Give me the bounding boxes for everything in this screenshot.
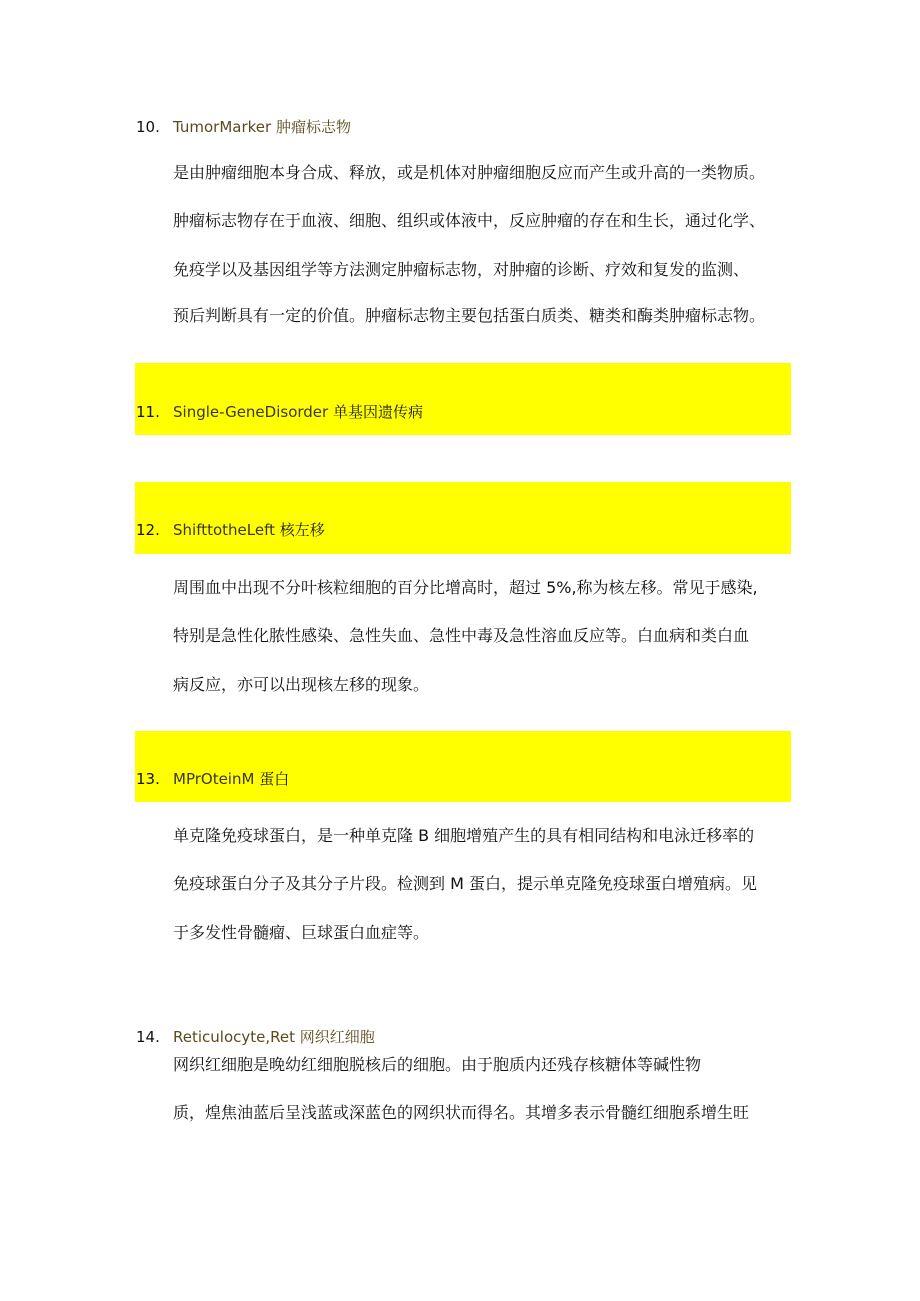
entry-10-line-3: 免疫学以及基因组学等方法测定肿瘤标志物，对肿瘤的诊断、疗效和复发的监测、 — [173, 260, 750, 279]
term-english: ShifttotheLeft — [173, 521, 275, 539]
term-chinese: 网织红细胞 — [299, 1028, 375, 1046]
term-english: Single-GeneDisorder — [173, 403, 329, 421]
entry-13-heading — [136, 768, 289, 790]
term-english: Reticulocyte,Ret — [173, 1028, 295, 1046]
entry-11-heading — [136, 401, 423, 423]
term-chinese: 肿瘤标志物 — [275, 118, 351, 136]
entry-number: 13. — [136, 770, 160, 788]
term-chinese: 单基因遗传病 — [332, 403, 423, 421]
entry-13-line-2: 免疫球蛋白分子及其分子片段。检测到 M 蛋白，提示单克隆免疫球蛋白增殖病。见 — [173, 874, 757, 893]
entry-12-line-1: 周围血中出现不分叶核粒细胞的百分比增高时，超过 5%,称为核左移。常见于感染, — [173, 578, 758, 597]
entry-14-heading — [136, 1026, 375, 1048]
entry-10-line-2: 肿瘤标志物存在于血液、细胞、组织或体液中，反应肿瘤的存在和生长，通过化学、 — [173, 211, 766, 230]
entry-14-line-1: 网织红细胞是晚幼红细胞脱核后的细胞。由于胞质内还残存核糖体等碱性物 — [173, 1055, 702, 1074]
entry-10-line-4: 预后判断具有一定的价值。肿瘤标志物主要包括蛋白质类、糖类和酶类肿瘤标志物。 — [173, 306, 766, 325]
entry-12-heading — [136, 519, 325, 541]
entry-number: 11. — [136, 403, 160, 421]
entry-13-line-3: 于多发性骨髓瘤、巨球蛋白血症等。 — [173, 923, 430, 942]
entry-number: 14. — [136, 1028, 160, 1046]
term-english: MPrOteinM — [173, 770, 255, 788]
entry-14-line-2: 质，煌焦油蓝后呈浅蓝或深蓝色的网织状而得名。其增多表示骨髓红细胞系增生旺 — [173, 1103, 750, 1122]
term-chinese: 核左移 — [279, 521, 325, 539]
entry-12-line-2: 特别是急性化脓性感染、急性失血、急性中毒及急性溶血反应等。白血病和类白血 — [173, 626, 750, 645]
term-english: TumorMarker — [173, 118, 272, 136]
entry-13-line-1: 单克隆免疫球蛋白，是一种单克隆 B 细胞增殖产生的具有相同结构和电泳迁移率的 — [173, 826, 755, 845]
entry-10-line-1: 是由肿瘤细胞本身合成、释放，或是机体对肿瘤细胞反应而产生或升高的一类物质。 — [173, 163, 766, 182]
entry-11-highlight — [135, 363, 791, 435]
term-chinese: 蛋白 — [259, 770, 290, 788]
entry-12-highlight — [135, 482, 791, 554]
entry-12-line-3: 病反应，亦可以出现核左移的现象。 — [173, 675, 430, 694]
entry-number: 10. — [136, 118, 160, 136]
entry-10-heading — [136, 116, 351, 138]
entry-13-highlight — [135, 731, 791, 802]
entry-number: 12. — [136, 521, 160, 539]
